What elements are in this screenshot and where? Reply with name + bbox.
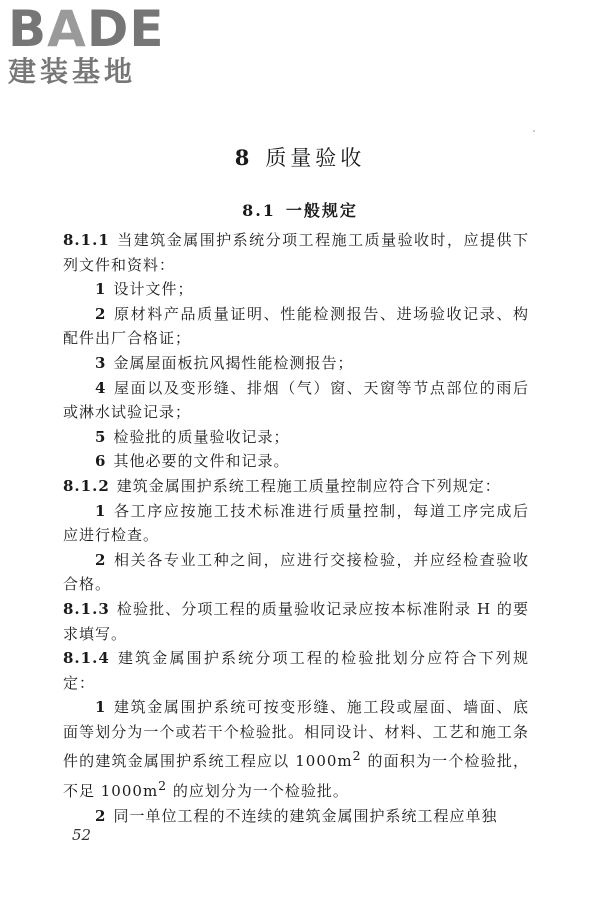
list-item: 1 设计文件； <box>95 280 194 299</box>
section-heading <box>0 198 600 221</box>
chapter-title: 质量验收 <box>265 146 366 170</box>
page-number: 52 <box>72 826 92 844</box>
scan-speck <box>533 130 535 132</box>
bade-logo <box>8 2 178 92</box>
list-item: 2 相关各专业工种之间，应进行交接检验，并应经检查验收合格。 <box>63 550 529 594</box>
list-item: 1 建筑金属围护系统可按变形缝、施工段或屋面、墙面、底面等划分为一个或若干个检验批。相同设计、材料、工艺和施工条件的建筑金属围护系统工程应以 $1000m^2$ 的面积为一个检验批，不足 $1000m^2$ 的应划分为一个检验批。 <box>63 698 529 801</box>
clause-8-1-4: 8.1.4 建筑金属围护系统分项工程的检验批划分应符合下列规定： <box>63 649 529 692</box>
list-item: 1 各工序应按施工技术标准进行质量控制，每道工序完成后应进行检查。 <box>63 501 529 545</box>
chapter-heading <box>0 142 600 172</box>
clause-8-1-2: 8.1.2 建筑金属围护系统工程施工质量控制应符合下列规定： <box>63 476 501 495</box>
list-item: 5 检验批的质量验收记录； <box>95 427 290 446</box>
list-item: 2 原材料产品质量证明、性能检测报告、进场验收记录、构配件出厂合格证； <box>63 304 529 348</box>
logo-wordmark: BADE <box>8 0 165 58</box>
logo-subtitle: 建装基地 <box>8 55 137 88</box>
list-item: 2 同一单位工程的不连续的建筑金属围护系统工程应单独 <box>95 806 498 825</box>
list-item: 3 金属屋面板抗风揭性能检测报告； <box>95 353 354 372</box>
section-title: 一般规定 <box>285 201 358 220</box>
body-text <box>63 228 529 828</box>
chapter-number: 8 <box>234 145 254 170</box>
list-item: 6 其他必要的文件和记录。 <box>95 452 290 471</box>
section-number: 8.1 <box>242 201 276 220</box>
list-item: 4 屋面以及变形缝、排烟（气）窗、天窗等节点部位的雨后或淋水试验记录； <box>63 378 529 422</box>
clause-8-1-3: 8.1.3 检验批、分项工程的质量验收记录应按本标准附录 H 的要求填写。 <box>63 599 529 643</box>
clause-8-1-1: 8.1.1 当建筑金属围护系统分项工程施工质量验收时，应提供下列文件和资料： <box>63 231 529 274</box>
